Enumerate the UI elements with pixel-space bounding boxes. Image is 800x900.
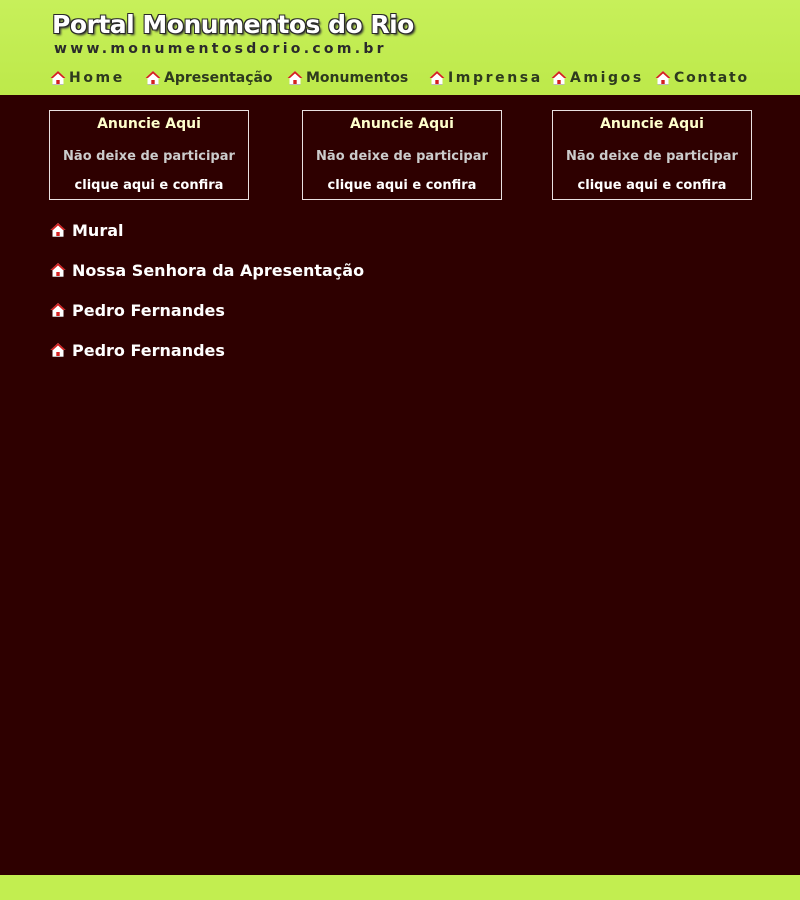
- list-item-pedro-fernandes[interactable]: [50, 298, 450, 322]
- house-icon: [145, 70, 161, 86]
- nav-item-home[interactable]: [50, 68, 125, 88]
- site-footer: [0, 875, 800, 900]
- ad-title: Anuncie Aqui: [97, 116, 201, 132]
- house-icon: [551, 70, 567, 86]
- site-title[interactable]: Portal Monumentos do Rio: [52, 10, 414, 39]
- nav-item-imprensa[interactable]: [429, 68, 543, 88]
- list-item-label: Mural: [72, 220, 124, 240]
- ad-banner-2[interactable]: [302, 110, 502, 200]
- ad-banner-3[interactable]: [552, 110, 752, 200]
- nav-item-label: Home: [69, 70, 125, 86]
- ad-title: Anuncie Aqui: [350, 116, 454, 132]
- ad-text: Não deixe de participar: [316, 149, 488, 164]
- list-item-pedro-fernandes-2[interactable]: [50, 338, 450, 362]
- list-item-label: Pedro Fernandes: [72, 300, 225, 320]
- house-icon: [287, 70, 303, 86]
- ad-text: Não deixe de participar: [566, 149, 738, 164]
- house-icon: [50, 342, 66, 358]
- main-nav: [0, 68, 800, 90]
- nav-item-monumentos[interactable]: [287, 68, 408, 88]
- nav-item-label: Monumentos: [306, 70, 409, 86]
- ad-link[interactable]: clique aqui e confira: [577, 178, 727, 193]
- house-icon: [429, 70, 445, 86]
- ad-link[interactable]: clique aqui e confira: [327, 178, 477, 193]
- nav-item-label: Apresentação: [164, 70, 273, 86]
- nav-item-label: Amigos: [570, 70, 644, 86]
- ad-link[interactable]: clique aqui e confira: [74, 178, 224, 193]
- nav-item-label: Imprensa: [448, 70, 543, 86]
- list-item-label: Nossa Senhora da Apresentação: [72, 260, 365, 280]
- nav-item-apresentacao[interactable]: [145, 68, 273, 88]
- list-item-nossa-senhora[interactable]: [50, 258, 450, 282]
- house-icon: [50, 70, 66, 86]
- nav-item-contato[interactable]: [655, 68, 749, 88]
- ad-text: Não deixe de participar: [63, 149, 235, 164]
- house-icon: [50, 222, 66, 238]
- nav-item-amigos[interactable]: [551, 68, 644, 88]
- ad-title: Anuncie Aqui: [600, 116, 704, 132]
- list-item-label: Pedro Fernandes: [72, 340, 225, 360]
- site-header: [0, 0, 800, 95]
- nav-item-label: Contato: [674, 70, 749, 86]
- house-icon: [655, 70, 671, 86]
- list-item-mural[interactable]: [50, 218, 450, 242]
- ad-banner-1[interactable]: [49, 110, 249, 200]
- house-icon: [50, 302, 66, 318]
- site-url: www.monumentosdorio.com.br: [54, 41, 387, 57]
- house-icon: [50, 262, 66, 278]
